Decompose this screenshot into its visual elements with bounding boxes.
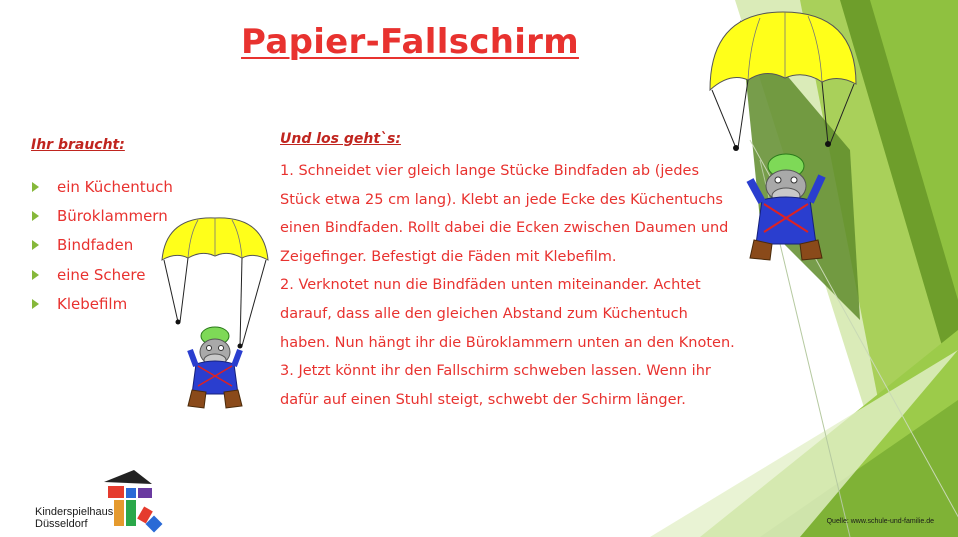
list-item-label: Klebefilm <box>57 294 128 313</box>
hippo-parachute-illustration-large <box>706 8 860 270</box>
list-item-label: eine Schere <box>57 265 146 284</box>
needs-heading: Ihr braucht: <box>31 137 125 153</box>
triangle-bullet-icon <box>32 240 39 250</box>
instruction-step: 2. Verknotet nun die Bindfäden unten miteinander. Achtet darauf, dass alle den gleichen Abstand zum Küchentuch haben. Nun hängt ihr die Büroklammern unten an den Knoten. <box>280 277 735 351</box>
triangle-bullet-icon <box>32 270 39 280</box>
list-item <box>31 201 173 230</box>
logo-line-1: Kinderspielhaus <box>35 506 114 518</box>
instruction-step: 3. Jetzt könnt ihr den Fallschirm schweben lassen. Wenn ihr dafür auf einen Stuhl steigt, schwebt der Schirm länger. <box>280 363 711 408</box>
list-item <box>31 172 173 201</box>
triangle-bullet-icon <box>32 211 39 221</box>
source-credit: Quelle: www.schule-und-familie.de <box>826 518 934 525</box>
list-item-label: ein Küchentuch <box>57 177 173 196</box>
logo-text <box>35 506 113 530</box>
list-item <box>31 289 173 318</box>
list-item-label: Bindfaden <box>57 236 134 255</box>
list-item <box>31 260 173 289</box>
list-item <box>31 231 173 260</box>
page-title: Papier-Fallschirm <box>241 22 579 62</box>
triangle-bullet-icon <box>32 299 39 309</box>
instruction-step: 1. Schneidet vier gleich lange Stücke Bindfaden ab (jedes Stück etwa 25 cm lang). Klebt an jede Ecke des Küchentuchs einen Bindfaden. Rollt dabei die Ecken zwischen Daumen und Zeigefinger. Befestigt die Fäden mit Klebefilm. <box>280 163 729 265</box>
instructions-text <box>280 157 742 414</box>
needs-list <box>31 172 173 318</box>
hippo-parachute-illustration-small <box>158 214 272 414</box>
logo-line-2: Düsseldorf <box>35 518 88 530</box>
list-item-label: Büroklammern <box>57 206 168 225</box>
instructions-heading: Und los geht`s: <box>280 131 401 147</box>
triangle-bullet-icon <box>32 182 39 192</box>
